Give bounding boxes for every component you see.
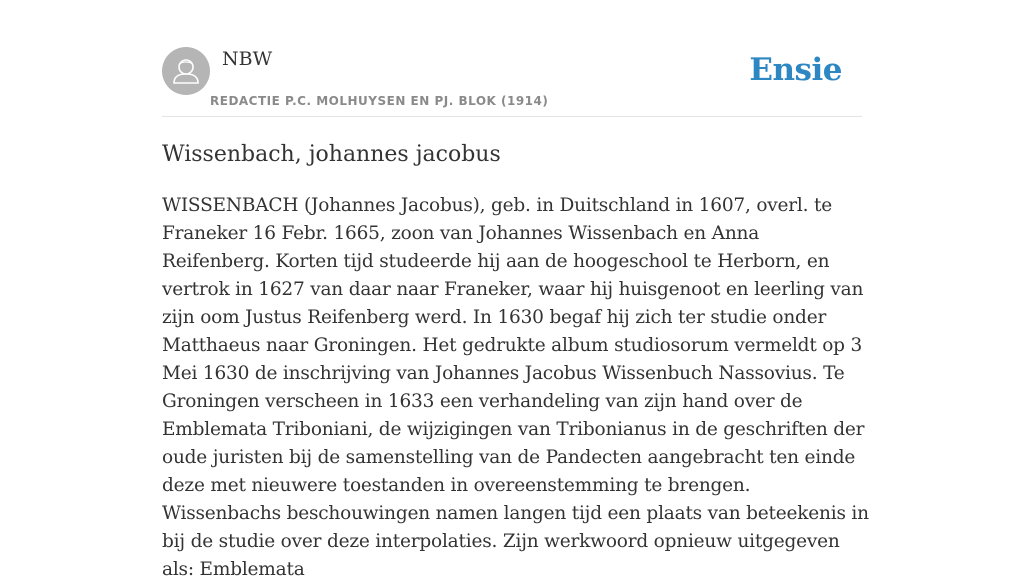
header <box>162 0 862 117</box>
ensie-logo[interactable]: Ensie <box>749 52 842 88</box>
article-body: WISSENBACH (Johannes Jacobus), geb. in Duitschland in 1607, overl. te Franeker 16 Febr. 1665, zoon van Johannes Wissenbach en Anna Reifenberg. Korten tijd studeerde hij aan de hoogeschool te Herborn, en vertrok in 1627 van daar naar Franeker, waar hij huisgenoot en leerling van zijn oom Justus Reifenberg werd. In 1630 begaf hij zich ter studie onder Matthaeus naar Groningen. Het gedrukte album studiosorum vermeldt op 3 Mei 1630 de inschrijving van Johannes Jacobus Wissenbuch Nassovius. Te Groningen verscheen in 1633 een verhandeling van zijn hand over de Emblemata Triboniani, de wijzigingen van Tribonianus in de geschriften der oude juristen bij de samenstelling van de Pandecten aangebracht ten einde deze met nieuwere toestanden in overeenstemming te brengen. Wissenbachs beschouwingen namen langen tijd een plaats van beteekenis in bij de studie over deze interpolaties. Zijn werkwoord opnieuw uitgegeven als: Emblemata <box>162 195 869 580</box>
article-title: Wissenbach, johannes jacobus <box>162 142 501 167</box>
source-name: NBW <box>222 48 273 70</box>
editors-credit: REDACTIE P.C. MOLHUYSEN EN PJ. BLOK (1914) <box>210 94 549 108</box>
user-icon <box>162 47 210 95</box>
